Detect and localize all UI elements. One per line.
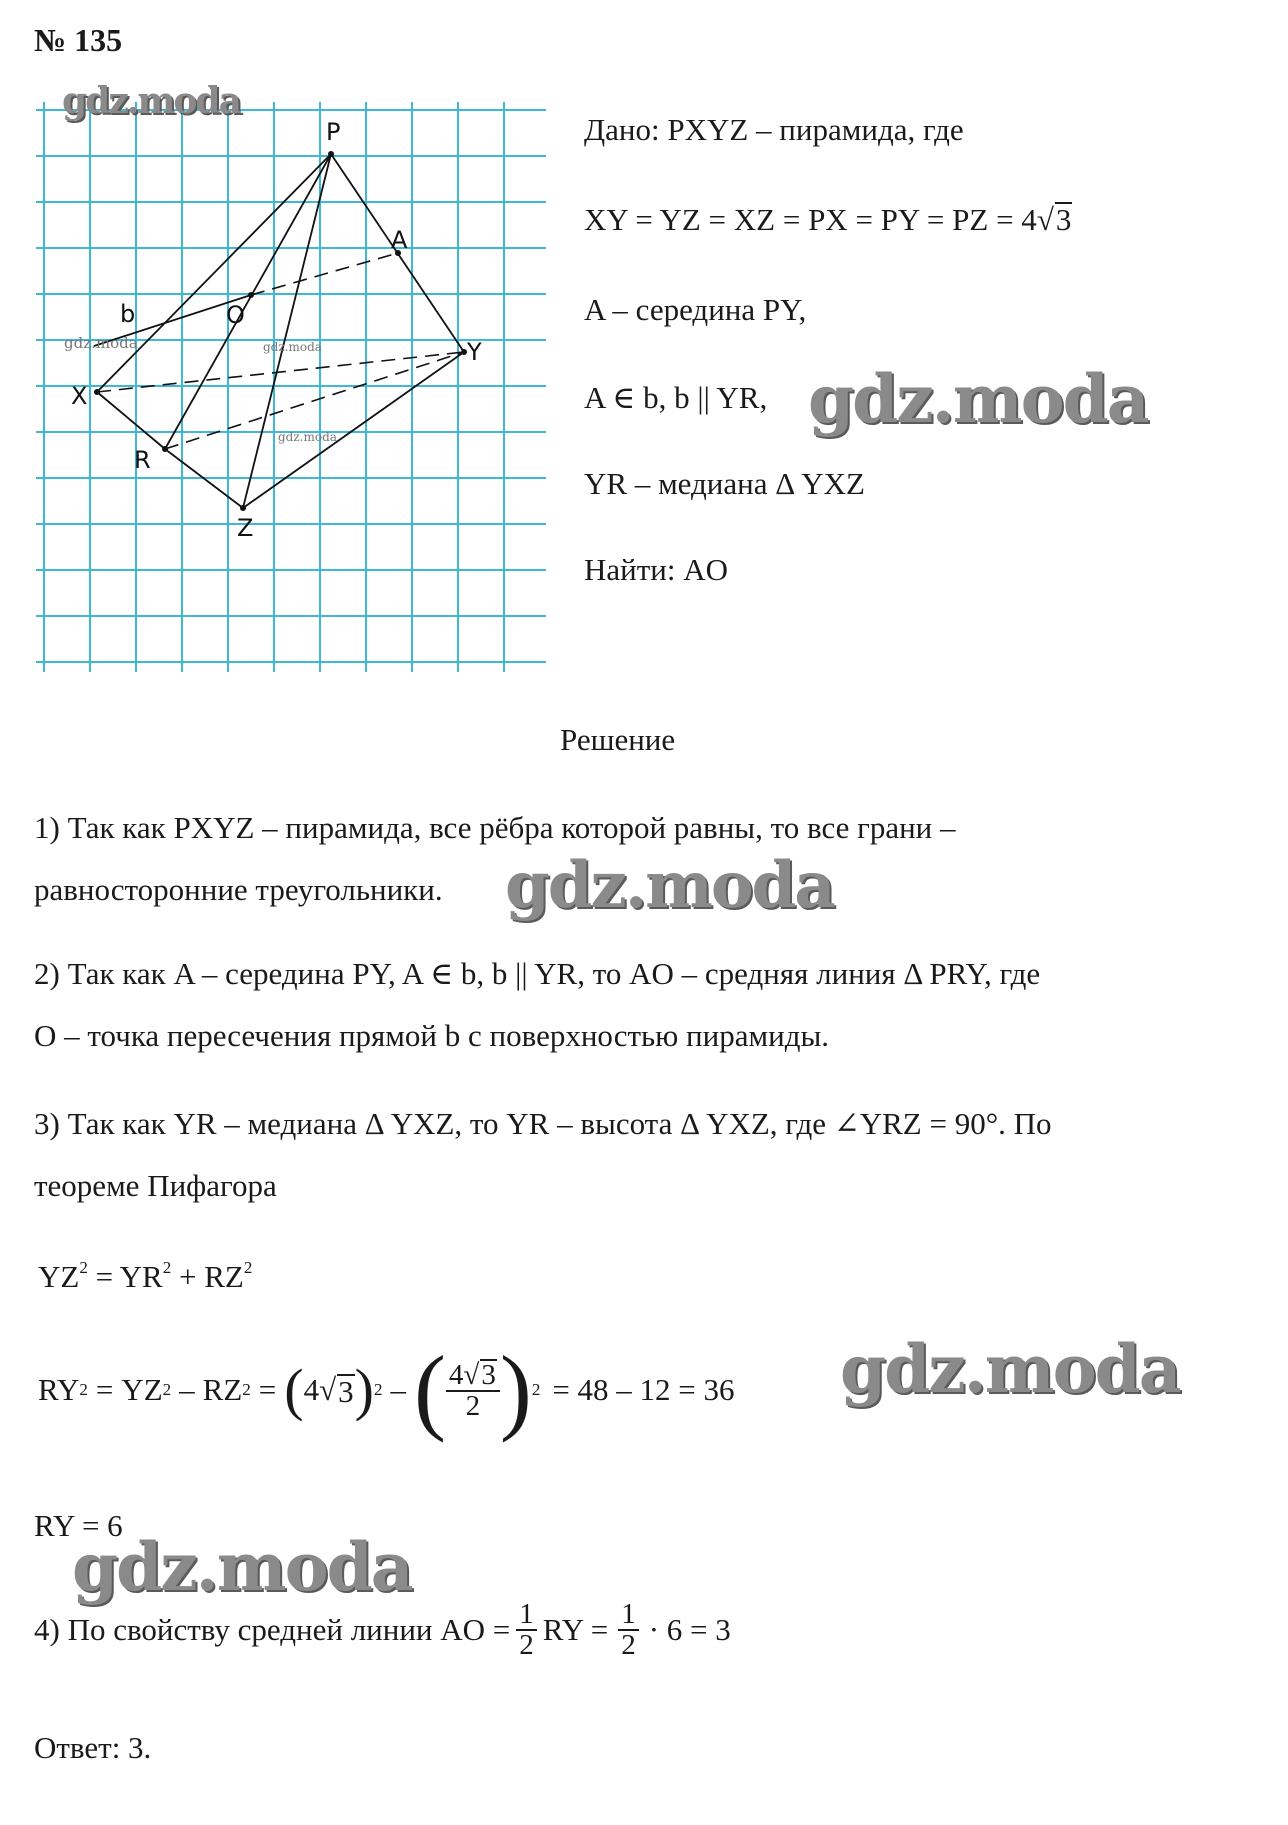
given-edges: XY = YZ = XZ = PX = PY = PZ = 4 [584,202,1037,237]
watermark-tiny-2: gdz.moda [263,340,322,354]
fraction-4sqrt3-over-2: $\frac{4√3}{2}$ [446,1359,500,1421]
watermark-top-left: gdz.moda [62,80,240,122]
label-x: X [71,382,88,410]
edge-xr [97,392,165,449]
equation-pythagoras: $YZ^2 = YR^2 + RZ^2$ [38,1258,253,1294]
label-z: Z [237,514,254,542]
given-line-5: YR – медиана Δ YXZ [584,466,865,501]
answer: Ответ: 3. [34,1730,152,1765]
sqrt-symbol: √ [1036,202,1054,237]
grid [36,102,546,672]
given-radicand: 3 [1055,202,1072,237]
given-line-4: A ∈ b, b || YR, [584,380,768,415]
watermark-ry: gdz.moda [72,1528,412,1606]
given-line-2 [584,202,1072,238]
watermark-tiny-3: gdz.moda [278,430,337,444]
label-o: O [226,301,245,329]
fraction-half-2: $\frac{1}{2}$ [618,1600,639,1660]
watermark-tiny-1: gdz.moda [64,334,138,352]
solution-heading: Решение [560,722,676,757]
given-line-3: A – середина PY, [584,292,807,327]
step1-line-2: равносторонние треугольники. [34,872,443,907]
step1-line-1: 1) Так как PXYZ – пирамида, все рёбра которой равны, то все грани – [34,810,956,845]
label-a: A [391,226,408,254]
watermark-eq2: gdz.moda [840,1330,1180,1408]
label-p: P [326,118,341,146]
ry-value: RY = 6 [34,1508,123,1543]
step4-line: 4) По свойству средней линии AO = $\frac{1}{2}$ RY = $\frac{1}{2}$ · 6 = 3 [34,1598,731,1661]
step3-line-1: 3) Так как YR – медиана Δ YXZ, то YR – высота Δ YXZ, где ∠YRZ = 90°. По [34,1106,1052,1141]
problem-number: № 135 [34,22,123,58]
step3-line-2: теореме Пифагора [34,1168,277,1203]
watermark-given: gdz.moda [808,360,1148,438]
edge-pr [165,154,331,449]
step2-line-1: 2) Так как A – середина PY, A ∈ b, b || YR, то AO – средняя линия Δ PRY, где [34,956,1041,991]
label-r: R [134,446,151,474]
equation-ry-squared: RY 2 = YZ 2 – RZ 2 = ( 4 √ 3 ) 2 – ( $\frac{4√3}{2}$ ) 2 = 48 – 12 = 36 [38,1336,735,1443]
edge-px [97,154,331,392]
step2-line-2: O – точка пересечения прямой b с поверхностью пирамиды. [34,1018,830,1053]
fraction-half-1: $\frac{1}{2}$ [516,1600,537,1660]
given-line-1: Дано: PXYZ – пирамида, где [584,112,964,147]
label-b: b [120,300,136,328]
given-line-6: Найти: AO [584,552,729,587]
watermark-step1: gdz.moda [505,848,834,923]
label-y: Y [467,338,482,366]
pyramid-figure [36,102,556,682]
